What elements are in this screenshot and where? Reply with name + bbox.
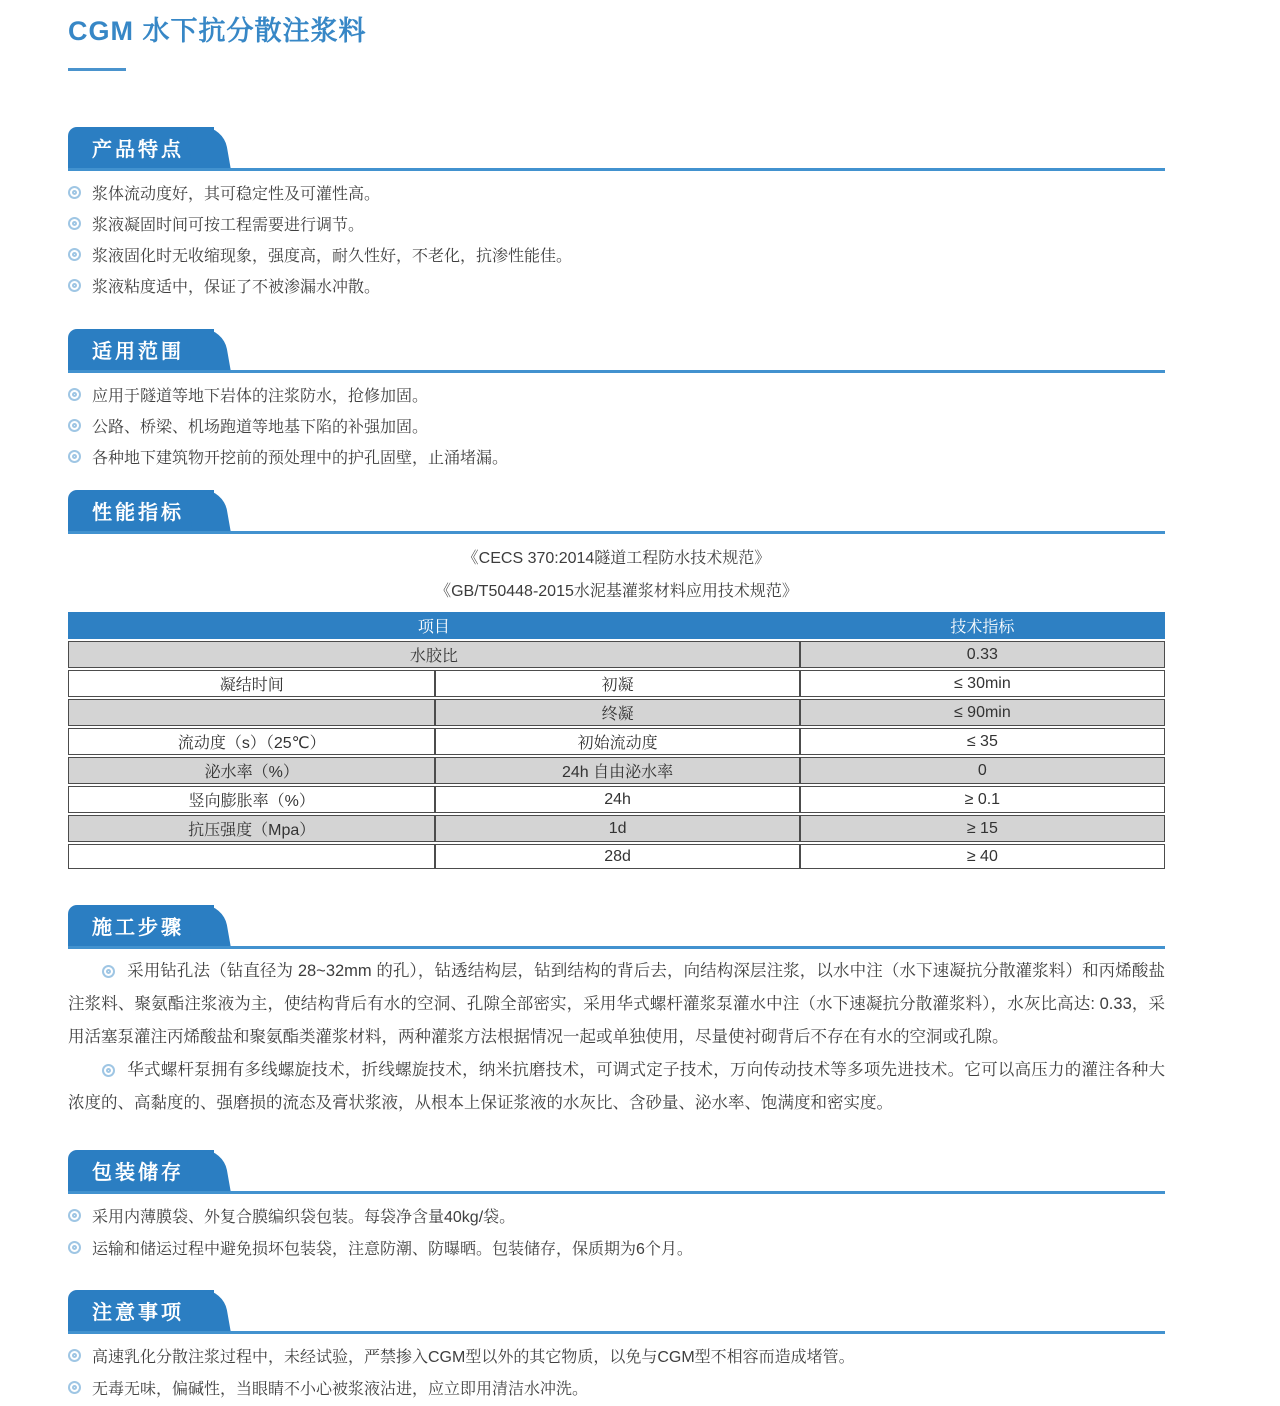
section-scope	[68, 329, 1165, 474]
table-row	[68, 815, 1165, 842]
table-row	[68, 699, 1165, 726]
section-tab	[68, 1150, 214, 1191]
section-title: 产品特点	[92, 139, 184, 161]
paragraph	[68, 955, 1165, 1054]
section-title: 施工步骤	[92, 917, 184, 939]
double-circle-bullet-icon	[68, 1241, 81, 1254]
table-cell: 凝结时间	[68, 670, 435, 697]
section-header-rule	[68, 1150, 1165, 1194]
table-row	[68, 786, 1165, 813]
page-title: CGM 水下抗分散注浆料	[68, 16, 367, 46]
construction-paragraphs	[68, 955, 1165, 1120]
double-circle-bullet-icon	[68, 388, 81, 401]
table-cell	[68, 844, 435, 869]
section-header-rule	[68, 1290, 1165, 1334]
list-item-text: 浆液凝固时间可按工程需要进行调节。	[92, 217, 365, 234]
section-packaging	[68, 1150, 1165, 1266]
table-row	[68, 728, 1165, 755]
double-circle-bullet-icon	[68, 1209, 81, 1222]
table-row	[68, 641, 1165, 668]
double-circle-bullet-icon	[102, 965, 115, 978]
list-item-text: 浆液固化时无收缩现象，强度高，耐久性好，不老化，抗渗性能佳。	[92, 248, 573, 265]
table-cell: 流动度（s）（25℃）	[68, 728, 435, 755]
list-item	[68, 1202, 1165, 1234]
table-cell: 24h	[435, 786, 799, 813]
paragraph-text: 华式螺杆泵拥有多线螺旋技术，折线螺旋技术，纳米抗磨技术，可调式定子技术，万向传动技术等多项先进技术。它可以高压力的灌注各种大浓度的、高黏度的、强磨损的流态及膏状浆液，从根本上保证浆液的水灰比、含砂量、泌水率、饱满度和密实度。	[68, 1061, 1165, 1112]
section-title: 适用范围	[92, 341, 184, 363]
section-title: 包装储存	[92, 1162, 184, 1184]
table-cell: ≤ 35	[800, 728, 1165, 755]
list-item	[68, 443, 1165, 474]
table-cell: 水胶比	[68, 641, 800, 668]
section-title: 注意事项	[92, 1302, 184, 1324]
standard-reference: 《GB/T50448-2015水泥基灌浆材料应用技术规范》	[435, 583, 798, 600]
section-header-rule	[68, 127, 1165, 171]
table-cell: ≥ 0.1	[800, 786, 1165, 813]
section-tab	[68, 329, 214, 370]
section-header-rule	[68, 329, 1165, 373]
double-circle-bullet-icon	[68, 217, 81, 230]
double-circle-bullet-icon	[102, 1064, 115, 1077]
double-circle-bullet-icon	[68, 248, 81, 261]
features-list	[68, 179, 1165, 303]
double-circle-bullet-icon	[68, 186, 81, 199]
list-item	[68, 412, 1165, 443]
standard-reference: 《CECS 370:2014隧道工程防水技术规范》	[462, 550, 771, 567]
table-cell: 1d	[435, 815, 799, 842]
section-performance	[68, 490, 1165, 871]
table-cell: 0	[800, 757, 1165, 784]
list-item-text: 采用内薄膜袋、外复合膜编织袋包装。每袋净含量40kg/袋。	[92, 1209, 516, 1226]
section-header-rule	[68, 905, 1165, 949]
list-item	[68, 1342, 1165, 1374]
list-item-text: 无毒无味，偏碱性，当眼睛不小心被浆液沾进，应立即用清洁水冲洗。	[92, 1381, 589, 1398]
section-tab	[68, 490, 214, 531]
title-underline	[68, 68, 126, 71]
list-item	[68, 1234, 1165, 1266]
double-circle-bullet-icon	[68, 1349, 81, 1362]
list-item	[68, 210, 1165, 241]
table-cell: 初凝	[435, 670, 799, 697]
list-item	[68, 381, 1165, 412]
table-cell: ≤ 90min	[800, 699, 1165, 726]
section-tab	[68, 905, 214, 946]
table-cell: 0.33	[800, 641, 1165, 668]
paragraph-text: 采用钻孔法（钻直径为 28~32mm 的孔），钻透结构层，钻到结构的背后去，向结构深层注浆，以水中注（水下速凝抗分散灌浆料）和丙烯酸盐注浆料、聚氨酯注浆液为主，使结构背后有水的空洞、孔隙全部密实，采用华式螺杆灌浆泵灌水中注（水下速凝抗分散灌浆料），水灰比高达: 0.33，采用活塞泵灌注丙烯酸盐和聚氨酯类灌浆材料，两种灌浆方法根据情况一起或单独使用，尽量使衬砌背后不存在有水的空洞或孔隙。	[68, 962, 1165, 1046]
table-cell: ≥ 40	[800, 844, 1165, 869]
table-cell: 抗压强度（Mpa）	[68, 815, 435, 842]
column-header-item: 项目	[68, 612, 800, 639]
list-item-text: 浆体流动度好，其可稳定性及可灌性高。	[92, 186, 381, 203]
table-cell: ≥ 15	[800, 815, 1165, 842]
table-cell: 终凝	[435, 699, 799, 726]
list-item	[68, 272, 1165, 303]
section-header-rule	[68, 490, 1165, 534]
table-row	[68, 757, 1165, 784]
table-cell: ≤ 30min	[800, 670, 1165, 697]
table-cell: 竖向膨胀率（%）	[68, 786, 435, 813]
table-cell: 初始流动度	[435, 728, 799, 755]
list-item-text: 浆液粘度适中，保证了不被渗漏水冲散。	[92, 279, 381, 296]
double-circle-bullet-icon	[68, 279, 81, 292]
performance-table	[68, 610, 1165, 871]
list-item	[68, 179, 1165, 210]
section-tab	[68, 127, 214, 168]
double-circle-bullet-icon	[68, 450, 81, 463]
section-title: 性能指标	[92, 502, 184, 524]
table-row	[68, 670, 1165, 697]
list-item-text: 运输和储运过程中避免损坏包装袋，注意防潮、防曝晒。包装储存，保质期为6个月。	[92, 1241, 693, 1258]
table-row	[68, 844, 1165, 869]
section-features	[68, 127, 1165, 303]
packaging-list	[68, 1202, 1165, 1266]
double-circle-bullet-icon	[68, 1381, 81, 1394]
list-item	[68, 1374, 1165, 1406]
notes-list	[68, 1342, 1165, 1406]
section-notes	[68, 1290, 1165, 1406]
list-item	[68, 241, 1165, 272]
table-cell: 24h 自由泌水率	[435, 757, 799, 784]
list-item-text: 各种地下建筑物开挖前的预处理中的护孔固壁，止涌堵漏。	[92, 450, 509, 467]
list-item-text: 公路、桥梁、机场跑道等地基下陷的补强加固。	[92, 419, 429, 436]
scope-list	[68, 381, 1165, 474]
section-tab	[68, 1290, 214, 1331]
standards-references	[68, 542, 1165, 608]
table-cell: 泌水率（%）	[68, 757, 435, 784]
double-circle-bullet-icon	[68, 419, 81, 432]
table-cell	[68, 699, 435, 726]
list-item-text: 高速乳化分散注浆过程中，未经试验，严禁掺入CGM型以外的其它物质，以免与CGM型不相容而造成堵管。	[92, 1349, 855, 1366]
table-cell: 28d	[435, 844, 799, 869]
column-header-index: 技术指标	[800, 612, 1165, 639]
table-header-row	[68, 612, 1165, 639]
paragraph	[68, 1054, 1165, 1120]
list-item-text: 应用于隧道等地下岩体的注浆防水，抢修加固。	[92, 388, 429, 405]
section-construction	[68, 905, 1165, 1120]
